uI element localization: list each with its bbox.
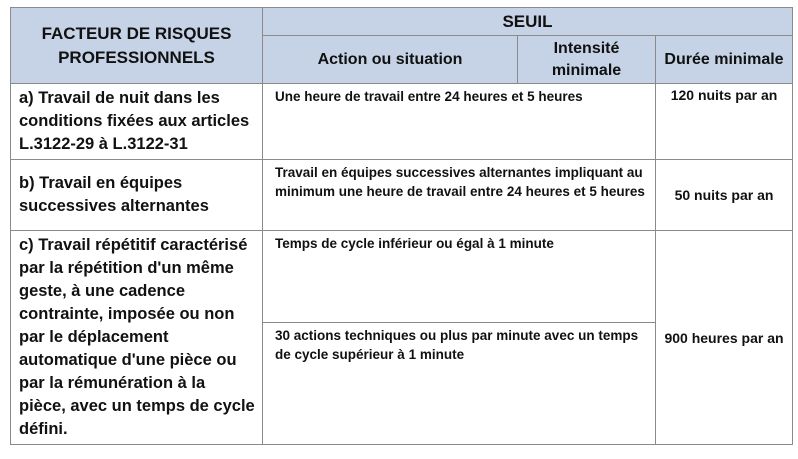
table-row xyxy=(11,231,793,323)
action-cell: Temps de cycle inférieur ou égal à 1 minute xyxy=(263,231,656,323)
factor-cell-repetitive-work: c) Travail répétitif caractérisé par la répétition d'un même geste, à une cadence contrainte, imposée ou non par le déplacement automatique d'une pièce ou par la rémunération à la pièce, avec un temps de cycle défini. xyxy=(11,231,263,445)
duration-cell: 900 heures par an xyxy=(656,231,793,445)
action-column-header: Action ou situation xyxy=(263,36,518,84)
action-cell: Une heure de travail entre 24 heures et 5 heures xyxy=(263,84,656,160)
intensity-column-header: Intensité minimale xyxy=(518,36,656,84)
factor-cell-night-work: a) Travail de nuit dans les conditions fixées aux articles L.3122-29 à L.3122-31 xyxy=(11,84,263,160)
risk-factors-table xyxy=(10,7,793,445)
action-cell: Travail en équipes successives alternantes impliquant au minimum une heure de travail entre 24 heures et 5 heures xyxy=(263,160,656,231)
factor-cell-shift-work: b) Travail en équipes successives alternantes xyxy=(11,160,263,231)
duration-cell: 120 nuits par an xyxy=(656,84,793,160)
table-row xyxy=(11,160,793,231)
duration-cell: 50 nuits par an xyxy=(656,160,793,231)
threshold-header: SEUIL xyxy=(263,8,793,36)
duration-column-header: Durée minimale xyxy=(656,36,793,84)
factor-column-header: FACTEUR DE RISQUES PROFESSIONNELS xyxy=(11,8,263,84)
action-cell: 30 actions techniques ou plus par minute avec un temps de cycle supérieur à 1 minute xyxy=(263,323,656,445)
table-row xyxy=(11,84,793,160)
